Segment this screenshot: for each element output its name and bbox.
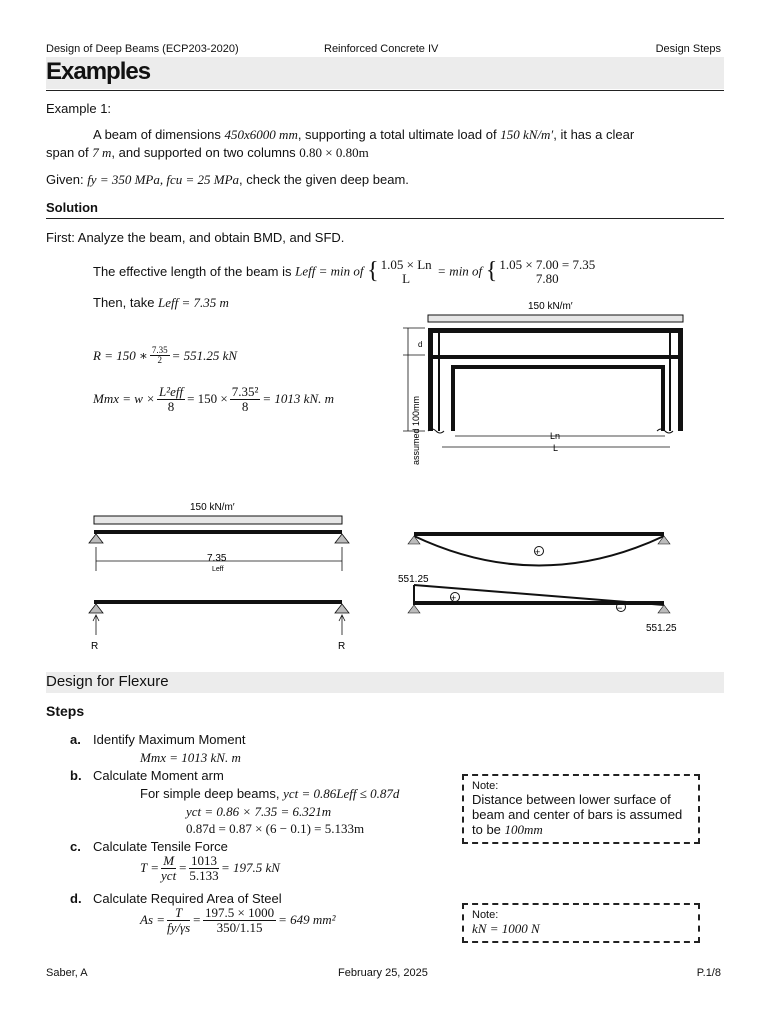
step-c-equals: =: [178, 860, 187, 876]
shear-left-label: 551.25: [398, 574, 429, 585]
step-b-text: For simple deep beams,: [140, 786, 284, 801]
step-c-title: Calculate Tensile Force: [93, 839, 228, 854]
problem-text: span of: [46, 145, 93, 160]
step-d-equals: =: [192, 912, 201, 928]
moment-eq: [93, 385, 334, 421]
moment-den: 8: [241, 398, 249, 414]
moment-frac-2: [230, 385, 261, 413]
simple-load-label: 150 kN/m′: [190, 502, 235, 513]
header-center: Reinforced Concrete IV: [324, 43, 439, 55]
step-d-eq: [140, 906, 336, 942]
support-right: [335, 534, 349, 543]
step-a-eq: Mmx = 1013 kN. m: [140, 750, 241, 765]
beam-left-edge: [428, 328, 433, 431]
leff-label: Leff: [212, 566, 224, 573]
eff-length-eq: = min of: [437, 263, 483, 279]
eff-case-2: [499, 258, 595, 285]
problem-load: 150 kN/m′: [500, 127, 554, 142]
reaction-frac: [150, 346, 170, 366]
reaction-arrows: [96, 615, 342, 635]
note-1-title: Note:: [472, 780, 499, 792]
reaction-beam: [94, 600, 342, 604]
simple-load-strip: [94, 516, 342, 524]
sfd-support-left: [408, 605, 420, 613]
title-rule: [46, 90, 724, 91]
given-line: [46, 172, 409, 188]
problem-dims: 450x6000 mm: [224, 127, 298, 142]
beam-mid-line: [428, 355, 683, 359]
span-label: 7.35: [207, 553, 227, 564]
eff-length-line: [93, 258, 597, 288]
note-1-text: Distance between lower surface of beam and center of bars is assumed to be: [472, 792, 683, 837]
problem-columns: 0.80 × 0.80m: [299, 145, 369, 160]
note-box-1: [462, 774, 700, 844]
eff-case-1: [381, 258, 432, 285]
step-b-eq2: yct = 0.86 × 7.35 = 6.321m: [186, 804, 332, 819]
step-a-label: a.: [70, 732, 81, 747]
sfd-support-right: [658, 605, 670, 613]
step-d-title: Calculate Required Area of Steel: [93, 891, 282, 906]
note-2-math: kN = 1000 N: [472, 921, 540, 936]
moment-frac-1: [157, 385, 185, 413]
step-b-eq1: yct = 0.86Leff ≤ 0.87d: [283, 786, 400, 801]
reaction-eq: [93, 346, 237, 376]
problem-line-2: [46, 145, 369, 161]
moment-num: 7.35²: [231, 384, 259, 399]
reaction-lhs: R = 150 ∗: [93, 347, 148, 363]
d-label: d: [418, 340, 423, 349]
step-d-den: fy/γs: [167, 919, 191, 935]
footer-right: P.1/8: [696, 967, 721, 979]
problem-text: A beam of dimensions: [93, 127, 225, 142]
eff-case-bot: L: [402, 270, 411, 286]
note-1-body: [472, 792, 690, 838]
step-b-eq3: 0.87d = 0.87 × (6 − 0.1) = 5.133m: [186, 821, 365, 836]
problem-text: , it has a clear: [553, 127, 635, 142]
header-left: Design of Deep Beams (ECP203-2020): [46, 43, 239, 55]
solution-rule: [46, 218, 724, 219]
bmd-plus: +: [535, 547, 541, 557]
given-tail: , check the given deep beam.: [239, 172, 409, 187]
step-d-num: 197.5 × 1000: [205, 905, 275, 920]
flexure-heading: Design for Flexure: [46, 673, 169, 690]
note-2-title: Note:: [472, 909, 499, 921]
step-d-lhs: As =: [140, 912, 166, 928]
load-diagram: [85, 497, 360, 657]
step-c-num: M: [161, 854, 176, 869]
sfd-plus: +: [451, 593, 457, 603]
footer-center: February 25, 2025: [338, 967, 428, 979]
step-d-num: T: [167, 906, 190, 921]
step-b-title: Calculate Moment arm: [93, 768, 224, 783]
reaction-support-right: [335, 604, 349, 613]
solution-label: Solution: [46, 200, 98, 215]
step-d-frac-2: [203, 906, 276, 934]
step-a-title: Identify Maximum Moment: [93, 732, 246, 747]
eff-case-top: 1.05 × 7.00 = 7.35: [499, 257, 596, 272]
step-c-frac-1: [161, 854, 176, 882]
bmd-baseline: [414, 532, 664, 536]
step-d-label: d.: [70, 891, 82, 906]
problem-text: , supporting a total ultimate load of: [297, 127, 501, 142]
step-c-frac-2: [189, 854, 219, 882]
reaction-support-left: [89, 604, 103, 613]
step-d-frac-1: [167, 906, 190, 934]
sfd-minus: −: [617, 603, 623, 613]
beam-load-label: 150 kN/m′: [528, 301, 573, 312]
step-b-line-1: [140, 786, 399, 802]
reaction-den: 2: [157, 355, 162, 366]
step-c-den: 5.133: [189, 867, 219, 883]
moment-rhs: = 1013 kN. m: [262, 391, 335, 407]
eff-case-bot: 7.80: [535, 270, 559, 286]
note-box-2: [462, 903, 700, 943]
simple-beam: [94, 530, 342, 534]
steps-label: Steps: [46, 703, 85, 719]
then-take-line: [93, 295, 229, 311]
moment-mid: = 150 ×: [187, 391, 228, 407]
shear-right-label: 551.25: [646, 623, 677, 634]
eff-case-top: 1.05 × Ln: [380, 257, 432, 272]
then-take-text: Then, take: [93, 295, 159, 310]
moment-lhs: Mmx = w ×: [93, 391, 155, 407]
step-b-label: b.: [70, 768, 82, 783]
beam-right-edge: [678, 328, 683, 431]
step-c-lhs: T =: [140, 860, 160, 876]
step-c-label: c.: [70, 839, 81, 854]
problem-line-1: [93, 127, 634, 143]
r-right-label: R: [338, 641, 346, 652]
column-lines: [439, 333, 670, 431]
example-label: Example 1:: [46, 101, 112, 116]
step-c-rhs: = 197.5 kN: [220, 860, 280, 876]
eff-length-text: The effective length of the beam is: [93, 264, 296, 280]
eff-length-lhs: Leff = min of: [295, 263, 364, 279]
step-c-num: 1013: [190, 853, 217, 868]
reaction-num: 7.35: [151, 345, 168, 355]
step-d-rhs: = 649 mm²: [278, 912, 336, 928]
moment-num: L²eff: [158, 384, 184, 399]
beam-top: [428, 328, 683, 333]
support-left: [89, 534, 103, 543]
assumed-100mm: assumed 100mm: [411, 395, 421, 465]
note-1-math: 100mm: [504, 822, 543, 837]
moment-den: 8: [167, 398, 175, 414]
ln-label: Ln: [550, 431, 561, 441]
load-strip: [428, 315, 683, 322]
header-right: Design Steps: [655, 43, 721, 55]
then-take-math: Leff = 7.35 m: [158, 295, 229, 310]
reaction-rhs: = 551.25 kN: [171, 347, 238, 363]
deep-beam-figure: [395, 295, 695, 480]
problem-text: , and supported on two columns: [111, 145, 300, 160]
brace-1: {: [367, 258, 379, 285]
beam-opening: [453, 367, 663, 431]
bmd-sfd-figure: [395, 525, 695, 635]
r-left-label: R: [91, 641, 99, 652]
step-c-eq: [140, 854, 280, 888]
problem-span: 7 m: [92, 145, 112, 160]
brace-2: {: [485, 258, 498, 285]
footer-left: Saber, A: [46, 967, 88, 979]
l-label: L: [553, 443, 559, 453]
page-title: Examples: [46, 58, 151, 85]
first-step: First: Analyze the beam, and obtain BMD, and SFD.: [46, 230, 345, 245]
step-c-den: yct: [161, 867, 177, 883]
arrow-heads: [93, 615, 345, 621]
step-d-den: 350/1.15: [216, 919, 263, 935]
given-math: fy = 350 MPa, fcu = 25 MPa: [87, 172, 240, 187]
given-label: Given:: [46, 172, 88, 187]
